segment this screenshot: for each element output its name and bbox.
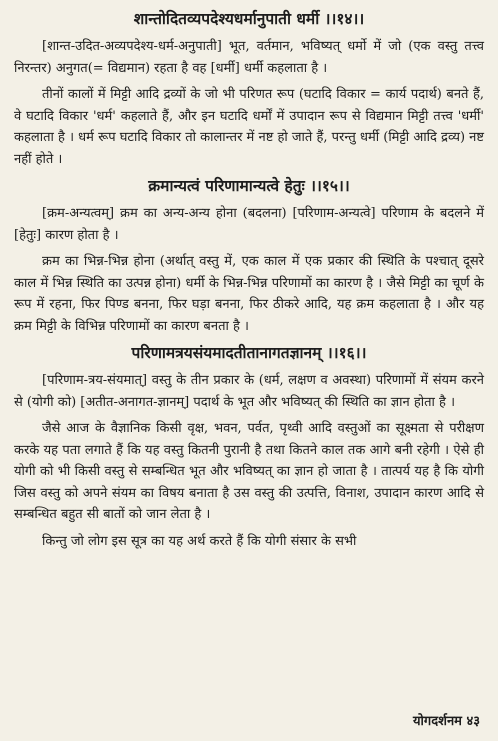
word-meaning-14: [शान्त-उदित-अव्यपदेश्य-धर्म-अनुपाती] भूत, वर्तमान, भविष्यत् धर्मो में जो (एक वस्तु तत्त्व निरन्तर) अनुगत(= विद्यमान) रहता है वह [धर्मी] धर्मी कहलाता है ।	[14, 39, 484, 76]
commentary-14: तीनों कालों में मिट्टी आदि द्रव्यों के जो भी परिणत रूप (घटादि विकार = कार्य पदार्थ) बनते हैं, वे घटादि विकार 'धर्म' कहलाते हैं, और इन घटादि धर्मों में उपादान रूप से विद्यमान मिट्टी तत्त्व 'धर्मी' कहलाता है । धर्म रूप घटादि विकार तो कालान्तर में नष्ट हो जाते हैं, परन्तु धर्मी (मिट्टी आदि द्रव्य) नष्ट नहीं होते ।	[14, 87, 484, 167]
commentary-15: क्रम का भिन्न-भिन्न होना (अर्थात् वस्तु में, एक काल में एक प्रकार की स्थिति के पश्चात् दूसरे काल में भिन्न स्थिति का उत्पन्न होना) धर्मी के भिन्न-भिन्न परिणामों का कारण है । जैसे मिट्टी का चूर्ण के रूप में रहना, फिर पिण्ड बनना, फिर घड़ा बनना, फिर ठीकरे आदि, यह क्रम कहलाता है । और यह क्रम मिट्टी के विभिन्न परिणामों का कारण बनता है ।	[14, 254, 484, 334]
word-meaning-16: [परिणाम-त्रय-संयमात्] वस्तु के तीन प्रकार के (धर्म, लक्षण व अवस्था) परिणामों में संयम करने से (योगी को) [अतीत-अनागत-ज्ञानम्] पदार्थ के भूत और भविष्यत् की स्थिति का ज्ञान होता है ।	[14, 373, 484, 410]
page-footer: योगदर्शनम ४३	[412, 714, 480, 729]
commentary-16: जैसे आज के वैज्ञानिक किसी वृक्ष, भवन, पर्वत, पृथ्वी आदि वस्तुओं का सूक्ष्मता से परीक्षण करके यह पता लगाते हैं कि यह वस्तु कितनी पुरानी है तथा कितने काल तक आगे बनी रहेगी । ऐसे ही योगी को भी किसी वस्तु से सम्बन्धित भूत और भविष्यत् का ज्ञान हो जाता है । तात्पर्य यह है कि योगी जिस वस्तु को अपने संयम का विषय बनाता है उस वस्तु की उत्पत्ति, विनाश, उपादान कारण आदि से सम्बन्धित बहुत सी बातों को जान लेता है ।	[14, 421, 484, 522]
commentary-16-continued: किन्तु जो लोग इस सूत्र का यह अर्थ करते हैं कि योगी संसार के सभी	[42, 533, 357, 549]
sutra-heading-14: शान्तोदितव्यपदेश्यधर्मानुपाती धर्मी ।।१४।।	[133, 9, 365, 28]
word-meaning-15: [क्रम-अन्यत्वम्] क्रम का अन्य-अन्य होना (बदलना) [परिणाम-अन्यत्वे] परिणाम के बदलने में [हेतुः] कारण होता है ।	[14, 206, 484, 243]
sutra-heading-16: परिणामत्रयसंयमादतीतानागतज्ञानम् ।।१६।।	[131, 343, 367, 362]
sutra-heading-15: क्रमान्यत्वं परिणामान्यत्वे हेतुः ।।१५।।	[148, 176, 350, 195]
